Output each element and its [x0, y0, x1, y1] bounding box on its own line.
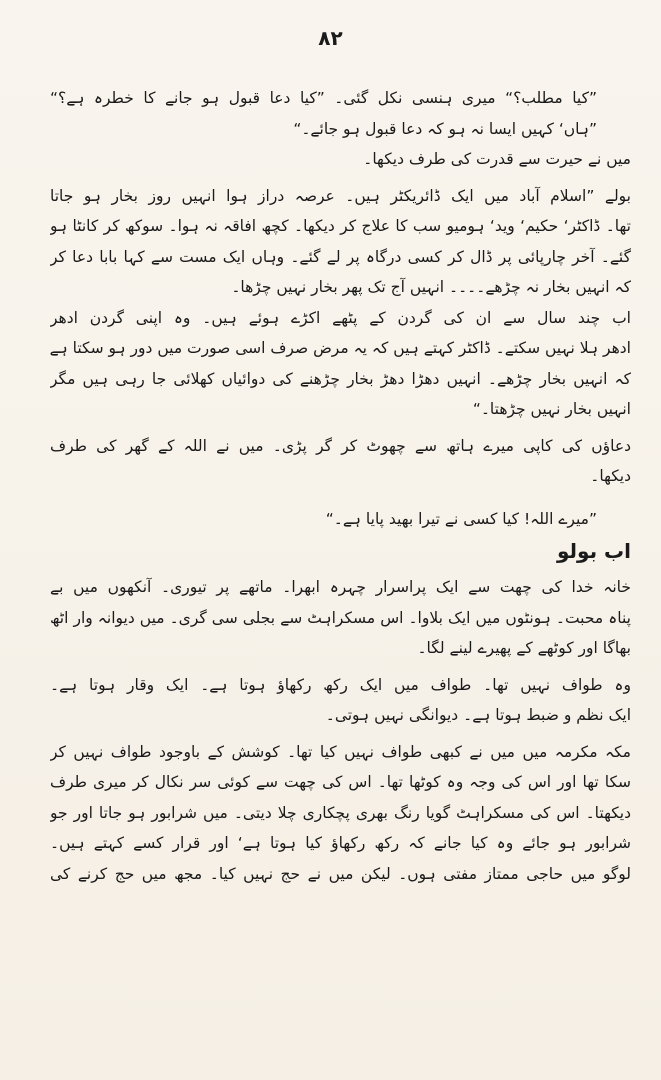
- text-line: اب چند سال سے ان کی گردن کے پٹھے اکڑے ہوئے ہیں۔ وہ اپنی گردن ادھر: [50, 308, 631, 327]
- text-line: گئے۔ آخر چارپائی پر ڈال کر کسی درگاہ پر لے گئے۔ وہاں ایک مست سے کہا بابا دعا کر: [50, 247, 631, 266]
- page-body: [50, 86, 631, 892]
- text-line: تھا۔ ڈاکٹر‘ حکیم‘ وید‘ ہومیو سب کا علاج کر دیکھا۔ کچھ افاقہ نہ ہوا۔ سوکھ کر کانٹا ہو: [50, 217, 631, 235]
- text-line: وہ طواف نہیں تھا۔ طواف میں ایک رکھ رکھاؤ ہوتا ہے۔ ایک وقار ہوتا ہے۔: [50, 675, 631, 694]
- text-line: دیکھتا۔ اس کی مسکراہٹ گویا رنگ بھری پچکاری چلا دیتی۔ میں شرابور ہو جاتا اور جو: [50, 803, 631, 822]
- text-line: دیکھا۔: [590, 467, 631, 485]
- text-line: لوگو میں حاجی ممتاز مفتی ہوں۔ لیکن میں نے حج نہیں کیا۔ مجھ میں حج کرنے کی: [50, 864, 631, 883]
- text-line: ”میرے اللہ! کیا کسی نے تیرا بھید پایا ہے۔“: [325, 509, 597, 528]
- text-line: کہ انہیں بخار نہ چڑھے۔۔۔۔ انہیں آج تک پھر بخار نہیں چڑھا۔: [231, 278, 631, 296]
- text-line: دعاؤں کی کاپی میرے ہاتھ سے چھوٹ کر گر پڑی۔ میں نے اللہ کے گھر کی طرف: [50, 436, 631, 455]
- section-heading: اب بولو: [556, 539, 631, 563]
- text-line: بھاگا اور کوٹھے کے پھیرے لینے لگا۔: [417, 639, 631, 657]
- text-line: پناہ محبت۔ ہونٹوں میں ایک بلاوا۔ اس مسکراہٹ سے بجلی سی گری۔ میں دیوانہ وار اٹھ: [50, 608, 631, 627]
- text-line: خانہ خدا کی چھت سے ایک پراسرار چہرہ ابھرا۔ ماتھے پر تیوری۔ آنکھوں میں بے: [50, 578, 631, 596]
- text-line: ”کیا مطلب؟“ میری ہنسی نکل گئی۔ ”کیا دعا قبول ہو جانے کا خطرہ ہے؟“: [50, 89, 597, 107]
- text-line: شرابور ہو جائے وہ کیا جانے کہ رکھ رکھاؤ کیا ہوتا ہے‘ اور قرار کسے کہتے ہیں۔: [50, 834, 631, 852]
- text-line: مکہ مکرمہ میں میں نے کبھی طواف نہیں کیا تھا۔ کوشش کے باوجود طواف نہیں کر: [50, 742, 631, 761]
- text-line: میں نے حیرت سے قدرت کی طرف دیکھا۔: [363, 150, 631, 168]
- text-line: ادھر ہلا نہیں سکتے۔ ڈاکٹر کہتے ہیں کہ یہ مرض صرف اسی صورت میں دور ہو سکتا ہے: [50, 339, 631, 357]
- text-line: ایک نظم و ضبط ہوتا ہے۔ دیوانگی نہیں ہوتی۔: [325, 706, 631, 724]
- text-line: انہیں بخار نہیں چڑھتا۔“: [472, 400, 631, 418]
- text-line: ”ہاں‘ کہیں ایسا نہ ہو کہ دعا قبول ہو جائے۔“: [293, 119, 597, 138]
- text-line: بولے ”اسلام آباد میں ایک ڈائریکٹر ہیں۔ عرصہ دراز ہوا انہیں روز بخار ہو جاتا: [50, 186, 631, 205]
- text-line: کہ انہیں بخار چڑھے۔ انہیں دھڑا دھڑ بخار چڑھنے کی دوائیاں کھلائی جا رہی ہیں مگر: [50, 369, 631, 388]
- text-line: سکا تھا اور اس کی وجہ وہ کوٹھا تھا۔ اس کی چھت سے کوئی سر نکال کر میری طرف: [50, 773, 631, 791]
- page-number: ۸۲: [318, 26, 343, 50]
